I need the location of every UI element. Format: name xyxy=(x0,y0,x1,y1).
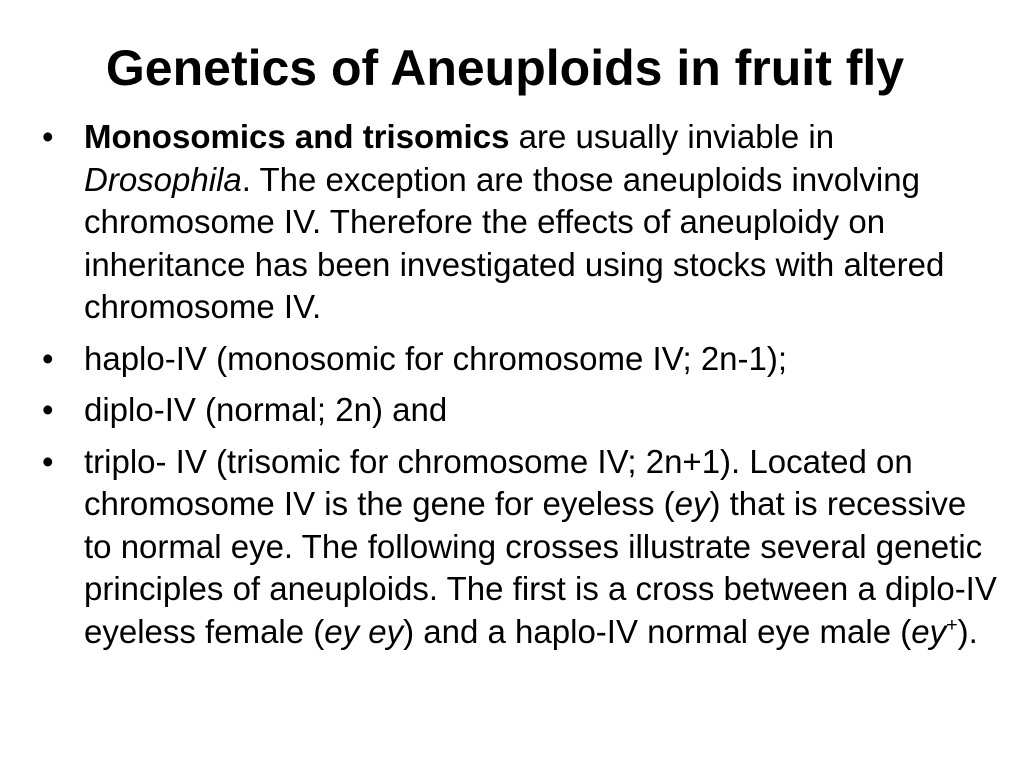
bullet-text: are usually inviable in xyxy=(509,118,835,155)
italic-term: Drosophila xyxy=(84,160,242,198)
bullet-item-haplo xyxy=(38,338,998,381)
italic-gene: ey xyxy=(911,612,947,650)
bullet-text: diplo-IV (normal; 2n) and xyxy=(84,391,448,428)
bullet-dot-icon: • xyxy=(42,339,54,377)
italic-genotype: ey ey xyxy=(324,612,404,650)
bold-term: Monosomics and trisomics xyxy=(84,118,510,155)
bullet-text: ) that is recessive to normal eye. The following crosses illustrate several genetic principles of aneuploids. The first is a cross between a diplo-IV eyeless female ( xyxy=(84,485,997,650)
italic-gene: ey xyxy=(674,485,710,522)
slide-title: Genetics of Aneuploids in fruit fly xyxy=(105,40,905,96)
bullet-item-diplo xyxy=(38,389,998,432)
bullet-text: . The exception are those aneuploids involving chromosome IV. Therefore the effects of aneuploidy on inheritance has been investigated using stocks with altered chromosome IV. xyxy=(84,160,945,325)
bullet-text: triplo- IV (trisomic for chromosome IV; 2n+1). Located on chromosome IV is the gene for eyeless ( xyxy=(84,442,913,522)
bullet-dot-icon: • xyxy=(42,391,54,428)
bullet-dot-icon: • xyxy=(42,442,54,480)
bullet-item-triplo xyxy=(38,441,998,654)
bullet-text: ) and a haplo-IV normal eye male ( xyxy=(403,612,912,650)
superscript-plus: + xyxy=(946,613,958,636)
bullet-text: haplo-IV (monosomic for chromosome IV; 2n-1); xyxy=(84,339,788,377)
bullet-text: ). xyxy=(957,612,978,650)
bullet-list xyxy=(38,116,998,662)
bullet-dot-icon: • xyxy=(42,118,54,155)
bullet-item-monosomics xyxy=(38,116,998,329)
